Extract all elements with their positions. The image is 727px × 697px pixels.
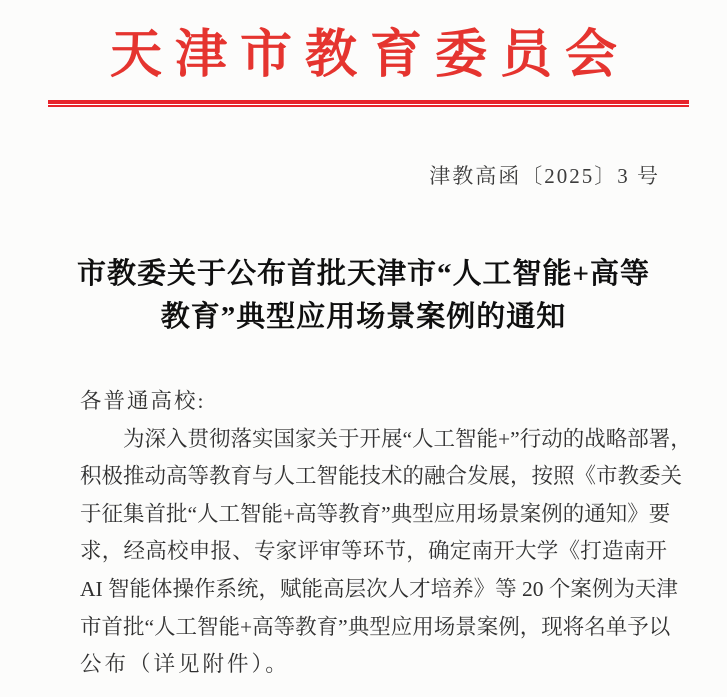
document-body xyxy=(80,383,692,684)
body-line: 市首批“人工智能+高等教育”典型应用场景案例，现将名单予以 xyxy=(80,614,671,639)
document-title xyxy=(0,253,727,339)
body-line: AI 智能体操作系统，赋能高层次人才培养》等 20 个案例为天津 xyxy=(80,576,678,601)
body-line: 公布（详见附件）。 xyxy=(80,652,290,677)
body-line: 于征集首批“人工智能+高等教育”典型应用场景案例的通知》要 xyxy=(80,501,671,526)
document-title-line-1: 市教委关于公布首批天津市“人工智能+高等 xyxy=(76,258,651,290)
document-title-line-2: 教育”典型应用场景案例的通知 xyxy=(160,301,567,333)
body-line: 为深入贯彻落实国家关于开展“人工智能+”行动的战略部署， xyxy=(123,426,692,451)
red-header-divider xyxy=(48,100,689,107)
body-line: 求，经高校申报、专家评审等环节，确定南开大学《打造南开 xyxy=(80,539,667,564)
body-line: 积极推动高等教育与人工智能技术的融合发展，按照《市教委关 xyxy=(80,464,683,489)
salutation: 各普通高校: xyxy=(80,389,206,413)
agency-name-header: 天津市教育委员会 xyxy=(109,27,630,84)
official-document-page xyxy=(0,24,727,697)
document-reference-number: 津教高函〔2025〕3 号 xyxy=(429,164,660,188)
